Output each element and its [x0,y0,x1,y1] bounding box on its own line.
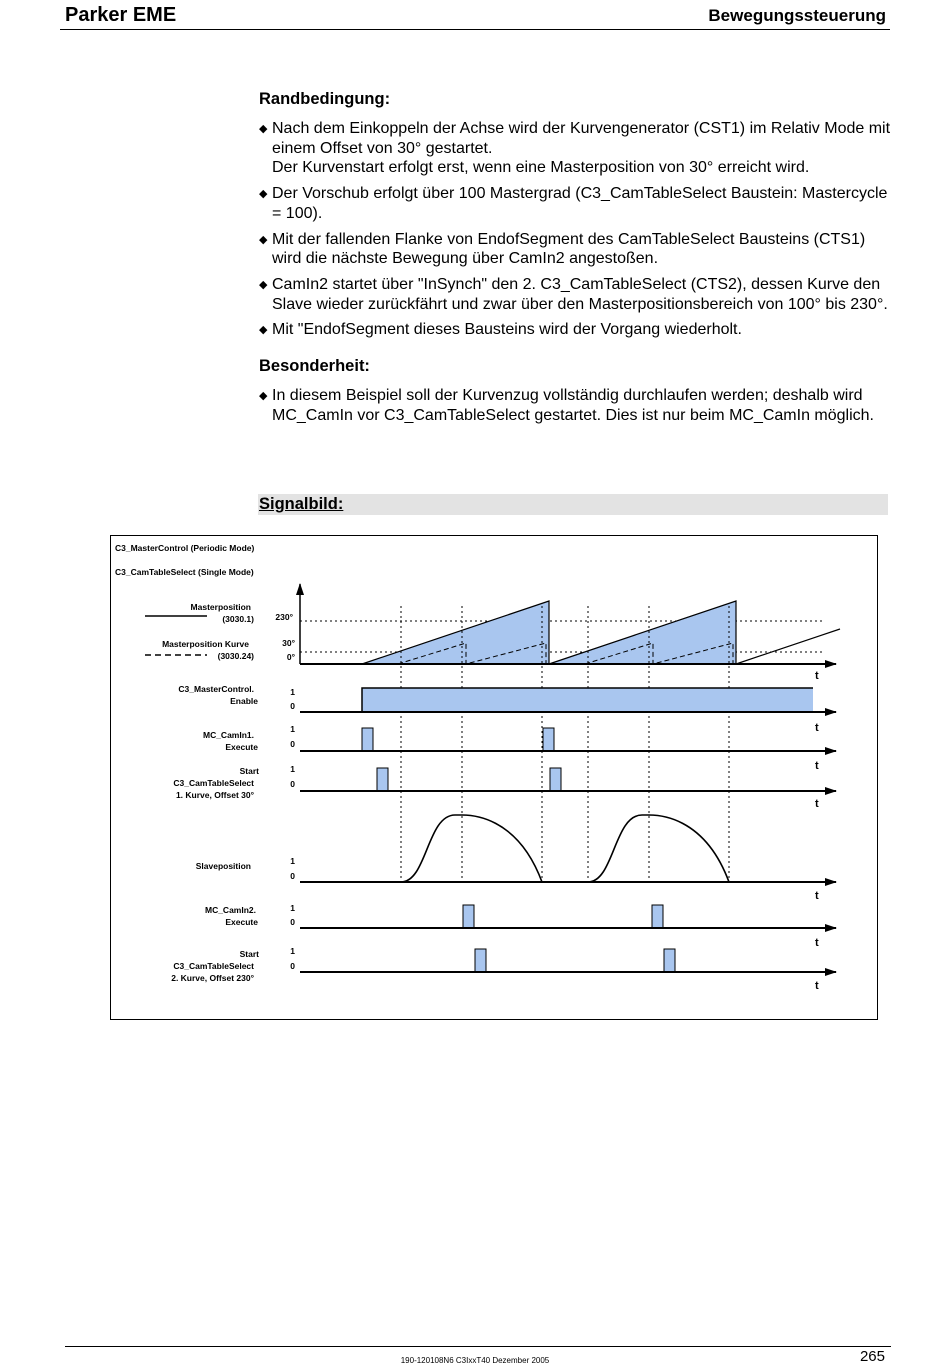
label-camin2-1: MC_CamIn2. [204,905,256,915]
time-label-6: t [815,937,819,949]
level-camin1-0: 0 [290,739,295,749]
slave-curve-1 [401,815,542,882]
header-rule [60,29,890,30]
time-label-7: t [815,980,819,992]
slave-curve-2 [588,815,729,882]
level-slave-1: 1 [290,856,295,866]
label-masterposition: Masterposition [190,602,251,612]
list-item: ◆ Mit "EndofSegment dieses Bausteins wird der Vorgang wiederholt. [259,320,891,340]
label-mastercontrol-enable-2: Enable [230,696,258,706]
time-label-4: t [815,798,819,810]
camin2-pulse-2 [652,905,663,928]
level-30: 30° [282,638,295,648]
level-230: 230° [275,612,293,622]
level-slave-0: 0 [290,871,295,881]
level-start2-0: 0 [290,961,295,971]
start1-pulse-1 [377,768,388,791]
level-0: 0° [286,652,295,662]
diamond-bullet-icon: ◆ [259,123,268,135]
content [259,90,891,431]
signalbild-heading-bar [258,494,888,515]
label-camin1-2: Execute [225,742,258,752]
label-start1-3: 1. Kurve, Offset 30° [175,790,254,800]
list-item: ◆ Nach dem Einkoppeln der Achse wird der Kurvengenerator (CST1) im Relativ Mode mit einem Offset von 30° gestartet. Der Kurvenstart erfolgt erst, wenn eine Masterposition von 30° erreicht wird. [259,120,891,177]
signalbild-heading: Signalbild: [259,495,344,513]
header-company: Parker EME [65,4,177,26]
besonderheit-heading: Besonderheit: [259,357,370,376]
label-start2-3: 2. Kurve, Offset 230° [171,973,254,983]
time-label-1: t [815,670,819,682]
mode-label-mastercontrol: C3_MasterControl (Periodic Mode) [115,543,255,553]
master-ramp-2 [549,601,736,664]
label-masterposition-kurve: Masterposition Kurve [162,639,249,649]
start2-pulse-1 [475,949,486,972]
list-item: ◆ In diesem Beispiel soll der Kurvenzug vollständig durchlaufen werden; deshalb wird MC_CamIn vor C3_CamTableSelect gestartet. Dies ist nur beim MC_CamIn möglich. [259,387,874,424]
label-start1-1: Start [239,766,259,776]
list-item: ◆ CamIn2 startet über "InSynch" den 2. C3_CamTableSelect (CTS2), dessen Kurve den Slave wieder zurückfährt und zwar über den Masterpositionsbereich von 100° bis 230°. [259,275,888,313]
master-ramp-1 [362,601,549,664]
label-start1-2: C3_CamTableSelect [173,778,254,788]
start1-pulse-2 [550,768,561,791]
label-slaveposition: Slaveposition [195,861,251,871]
signal-timing-diagram [110,535,878,1020]
camin2-pulse-1 [463,905,474,928]
enable-high-fill [362,688,813,712]
time-label-5: t [815,890,819,902]
level-enable-1: 1 [290,687,295,697]
camin1-pulse-2 [543,728,554,751]
label-masterposition-kurve-addr: (3030.24) [217,651,254,661]
level-start1-0: 0 [290,779,295,789]
mode-label-camtableselect: C3_CamTableSelect (Single Mode) [115,567,254,577]
label-camin2-2: Execute [225,917,258,927]
label-start2-1: Start [239,949,259,959]
label-mastercontrol-enable-1: C3_MasterControl. [178,684,254,694]
diamond-bullet-icon: ◆ [259,324,268,337]
randbedingung-heading: Randbedingung: [259,90,391,108]
diamond-bullet-icon: ◆ [259,278,268,291]
diamond-bullet-icon: ◆ [259,390,268,403]
level-enable-0: 0 [290,701,295,711]
camin1-pulse-1 [362,728,373,751]
label-camin1-1: MC_CamIn1. [202,730,254,740]
list-item: ◆ Mit der fallenden Flanke von EndofSegment des CamTableSelect Bausteins (CTS1) wird die nächste Bewegung über CamIn2 angestoßen. [259,230,866,268]
footer-doc-id: 190-120108N6 C3IxxT40 Dezember 2005 [400,1356,550,1365]
start2-pulse-2 [664,949,675,972]
besonderheit-list [259,386,891,425]
list-item: ◆ Der Vorschub erfolgt über 100 Mastergrad (C3_CamTableSelect Baustein: Mastercycle = 100). [259,185,888,222]
randbedingung-list [259,119,891,340]
timing-diagram-svg [111,536,877,1019]
page-number: 265 [859,1348,885,1365]
label-masterposition-addr: (3030.1) [222,614,254,624]
level-camin2-1: 1 [290,903,295,913]
header-section: Bewegungssteuerung [708,6,886,25]
label-start2-2: C3_CamTableSelect [173,961,254,971]
level-camin2-0: 0 [290,917,295,927]
time-label-2: t [815,722,819,734]
diamond-bullet-icon: ◆ [259,233,268,246]
master-ramp-3 [736,629,840,664]
level-start1-1: 1 [290,764,295,774]
level-start2-1: 1 [290,946,295,956]
time-label-3: t [815,760,819,772]
footer-rule [65,1346,891,1347]
level-camin1-1: 1 [290,724,295,734]
diamond-bullet-icon: ◆ [259,188,268,201]
